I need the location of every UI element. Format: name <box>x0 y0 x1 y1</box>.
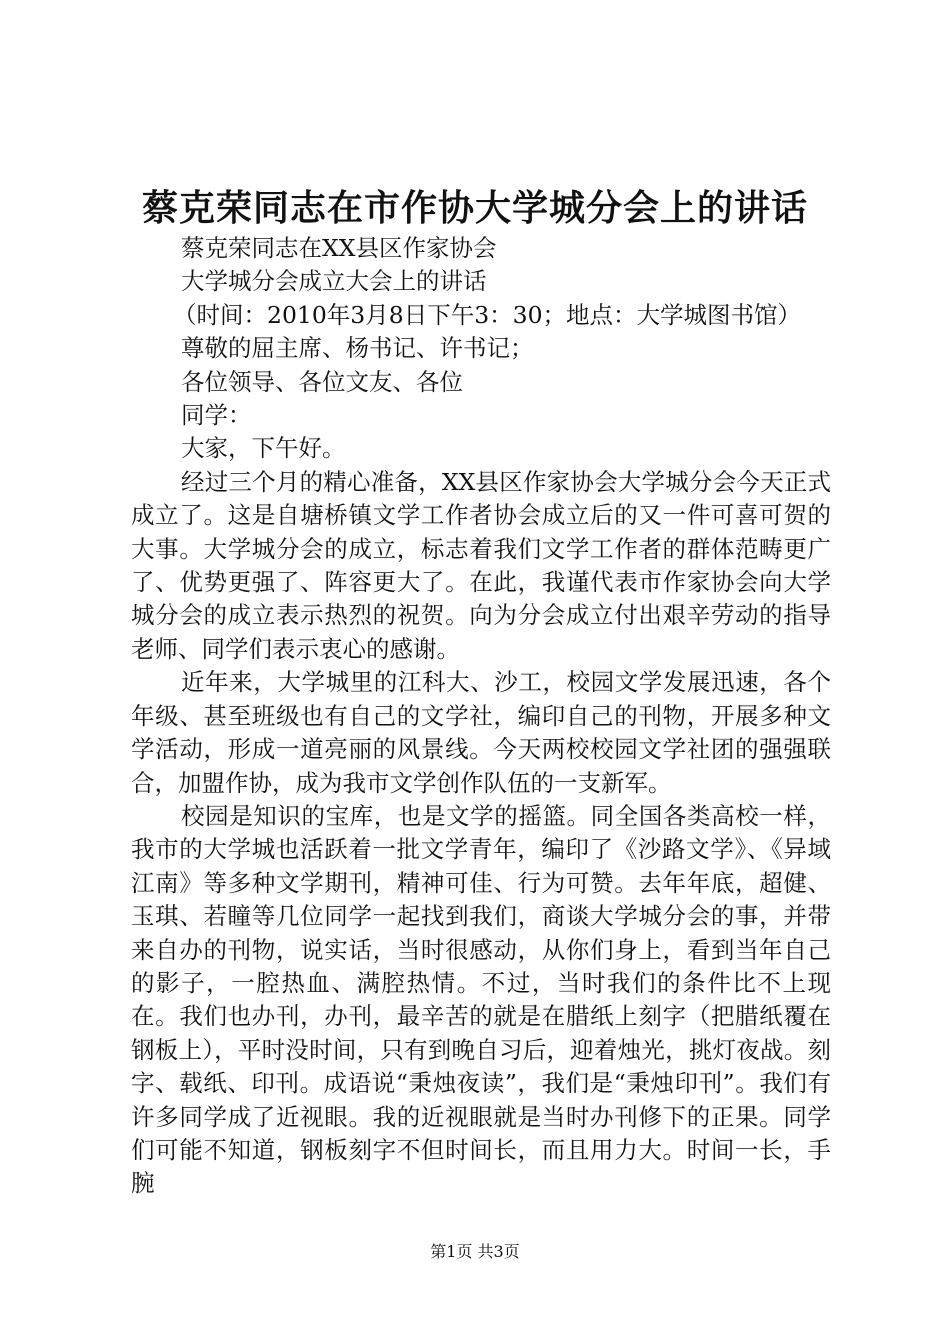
page-number-footer: 第1页 共3页 <box>430 1242 520 1261</box>
paragraph: 蔡克荣同志在XX县区作家协会 <box>181 234 497 262</box>
paragraph: （时间：2010年3月8日下午3：30；地点：大学城图书馆） <box>173 300 802 329</box>
paragraph: 尊敬的屈主席、杨书记、许书记； <box>181 334 534 363</box>
paragraph: 各位领导、各位文友、各位 <box>181 367 463 396</box>
paragraph: 校园是知识的宝库，也是文学的摇篮。同全国各类高校一样，我市的大学城也活跃着一批文学青年，编印了《沙路文学》、《异域江南》等多种文学期刊，精神可佳、行为可赞。去年年底，超健、玉琪、若瞳等几位同学一起找到我们，商谈大学城分会的事，并带来自办的刊物，说实话，当时很感动，从你们身上，看到当年自己的影子，一腔热血、满腔热情。不过，当时我们的条件比不上现在。我们也办刊，办刊，最辛苦的就是在腊纸上刻字（把腊纸覆在钢板上），平时没时间，只有到晚自习后，迎着烛光，挑灯夜战。刻字、载纸、印刊。成语说“秉烛夜读”，我们是“秉烛印刊”。我们有许多同学成了近视眼。我的近视眼就是当时办刊修下的正果。同学们可能不知道，钢板刻字不但时间长，而且用力大。时间一长，手腕 <box>131 801 831 1198</box>
paragraph: 大家，下午好。 <box>181 434 346 463</box>
paragraph: 大学城分会成立大会上的讲话 <box>181 267 487 296</box>
document-body <box>131 232 831 1201</box>
paragraph: 经过三个月的精心准备，XX县区作家协会大学城分会今天正式成立了。这是自塘桥镇文学工作者协会成立后的又一件可喜可贺的大事。大学城分会的成立，标志着我们文学工作者的群体范畴更广了、优势更强了、阵容更大了。在此，我谨代表市作家协会向大学城分会的成立表示热烈的祝贺。向为分会成立付出艰辛劳动的指导老师、同学们表示衷心的感谢。 <box>131 467 831 663</box>
paragraph: 同学： <box>181 401 252 430</box>
paragraph: 近年来，大学城里的江科大、沙工，校园文学发展迅速，各个年级、甚至班级也有自己的文学社，编印自己的刊物，开展多种文学活动，形成一道亮丽的风景线。今天两校校园文学社团的强强联合，加盟作协，成为我市文学创作队伍的一支新军。 <box>131 668 831 797</box>
document-title: 蔡克荣同志在市作协大学城分会上的讲话 <box>141 187 808 229</box>
